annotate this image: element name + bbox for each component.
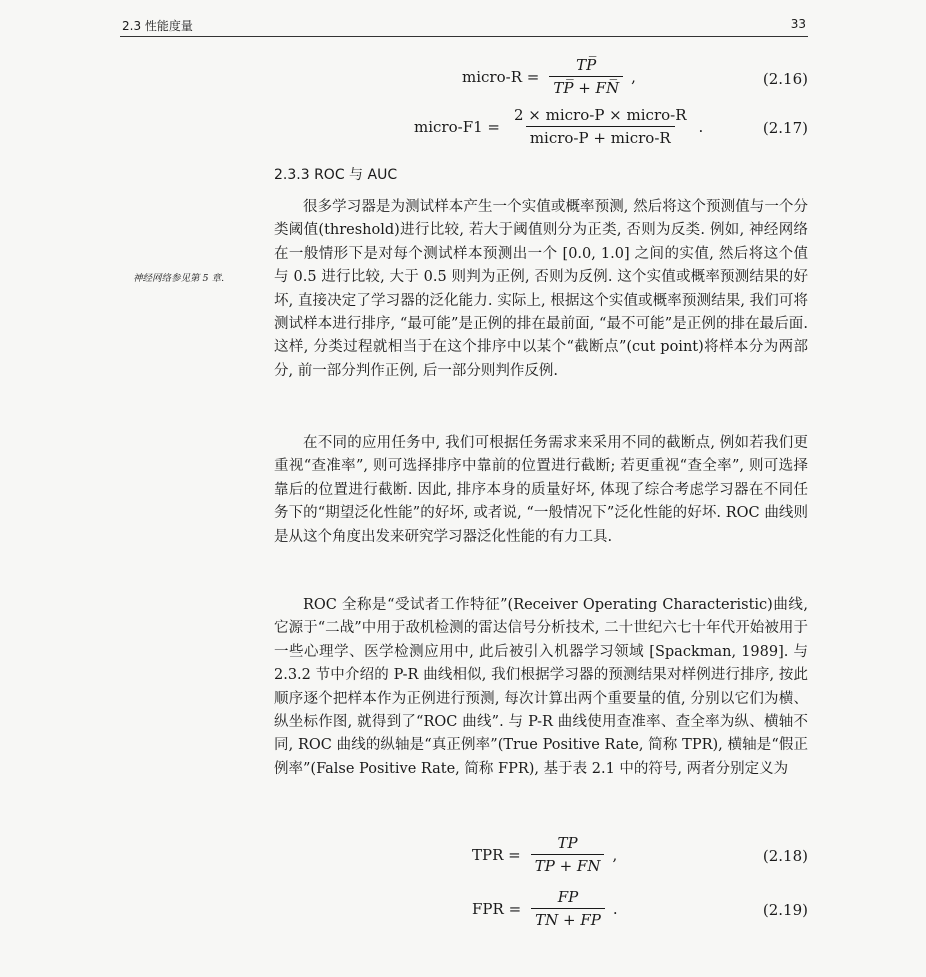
fraction-denominator: micro-P + micro-R — [526, 126, 675, 147]
fraction-denominator: TP + FN — [531, 854, 605, 875]
fraction-denominator: TP̅ + FN̅ — [549, 76, 623, 97]
margin-note: 神经网络参见第 5 章. — [133, 273, 225, 284]
equation-punctuation: . — [612, 899, 618, 918]
fraction-numerator: 2 × micro-P × micro-R — [513, 106, 687, 124]
equation-fraction — [549, 56, 623, 97]
fraction-numerator: FP — [557, 888, 579, 906]
equation-2-17 — [274, 106, 808, 152]
equation-punctuation: . — [698, 117, 704, 136]
section-heading: 2.3.3 ROC 与 AUC — [274, 167, 398, 183]
equation-lhs: TPR = — [472, 845, 521, 864]
paragraph: ROC 全称是“受试者工作特征”(Receiver Operating Characteristic)曲线, 它源于“二战”中用于敌机检测的雷达信号分析技术, 二十世纪六七十年代开始被用于一些心理学、医学检测应用中, 此后被引入机器学习领域 [Spackman, 1989]. 与 2.3.2 节中介绍的 P-R 曲线相似, 我们根据学习器的预测结果对样例进行排序, 按此顺序逐个把样本作为正例进行预测, 每次计算出两个重要量的值, 分别以它们为横、纵坐标作图, 就得到了“ROC 曲线”. 与 P-R 曲线使用查准率、查全率为纵、横轴不同, ROC 曲线的纵轴是“真正例率”(True Positive Rate, 简称 TPR), 横轴是“假正例率”(False Positive Rate, 简称 FPR), 基于表 2.1 中的符号, 两者分别定义为 — [274, 597, 808, 777]
equation-fraction — [531, 888, 605, 929]
page-number: 33 — [790, 17, 806, 31]
equation-punctuation: , — [612, 845, 618, 864]
equation-fraction — [531, 834, 605, 875]
equation-fraction — [510, 106, 691, 147]
equation-punctuation: , — [631, 67, 636, 86]
header-section-title: 2.3 性能度量 — [122, 19, 193, 33]
paragraph: 在不同的应用任务中, 我们可根据任务需求来采用不同的截断点, 例如若我们更重视“查准率”, 则可选择排序中靠前的位置进行截断; 若更重视“查全率”, 则可选择靠后的位置进行截断. 因此, 排序本身的质量好坏, 体现了综合考虑学习器在不同任务下的“期望泛化性能”的好坏, 或者说, “一般情况下”泛化性能的好坏. ROC 曲线则是从这个角度出发来研究学习器泛化性能的有力工具. — [274, 435, 808, 545]
equation-number: (2.19) — [762, 901, 808, 919]
equation-lhs: FPR = — [472, 899, 522, 918]
fraction-numerator: TP — [557, 834, 578, 852]
paragraph: 很多学习器是为测试样本产生一个实值或概率预测, 然后将这个预测值与一个分类阈值(threshold)进行比较, 若大于阈值则分为正类, 否则为反类. 例如, 神经网络在一般情形下是对每个测试样本预测出一个 [0.0, 1.0] 之间的实值, 然后将这个值与 0.5 进行比较, 大于 0.5 则判为正例, 否则为反例. 这个实值或概率预测结果的好坏, 直接决定了学习器的泛化能力. 实际上, 根据这个实值或概率预测结果, 我们可将测试样本进行排序, “最可能”是正例的排在最前面, “最不可能”是正例的排在最后面. 这样, 分类过程就相当于在这个排序中以某个“截断点”(cut point)将样本分为两部分, 前一部分判作正例, 后一部分则判作反例. — [274, 199, 808, 379]
equation-2-16 — [274, 56, 808, 102]
equation-2-18 — [274, 834, 808, 880]
equation-number: (2.18) — [762, 847, 808, 865]
equation-2-19 — [274, 888, 808, 934]
equation-lhs: micro-F1 = — [414, 117, 500, 136]
fraction-numerator: TP̅ — [576, 56, 597, 74]
equation-lhs: micro-R = — [462, 67, 540, 86]
running-header — [120, 14, 808, 37]
equation-number: (2.17) — [762, 119, 808, 137]
equation-number: (2.16) — [762, 70, 808, 88]
fraction-denominator: TN + FP — [531, 908, 605, 929]
